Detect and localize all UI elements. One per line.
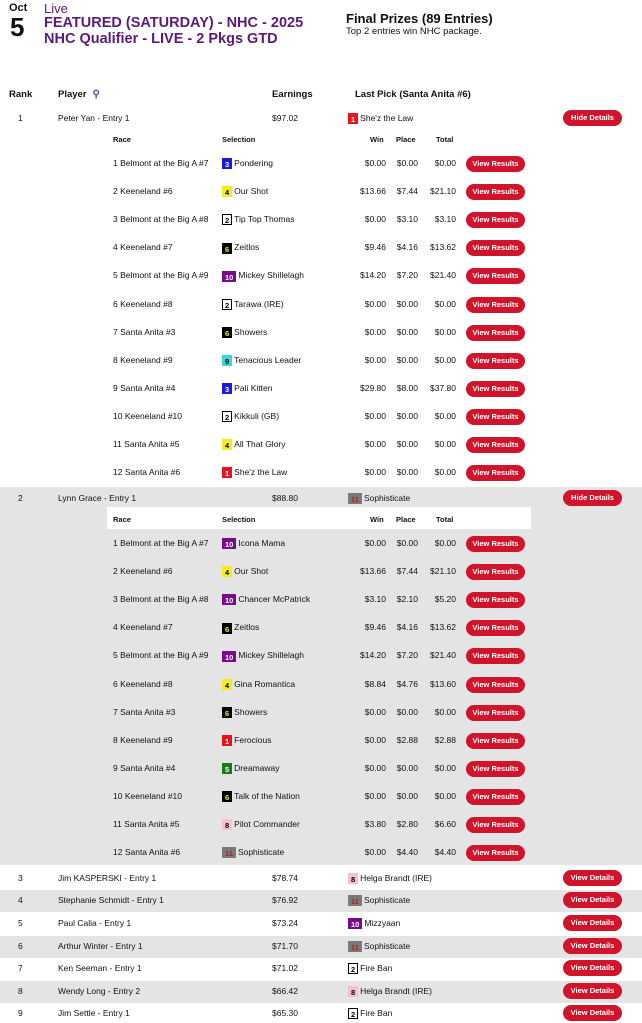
details-col-total: Total — [436, 515, 454, 524]
player-name[interactable]: Jim KASPERSKI - Entry 1 — [58, 873, 157, 883]
detail-win: $0.00 — [364, 158, 386, 168]
saddlecloth-icon: 10 — [222, 594, 236, 605]
detail-place: $4.40 — [396, 847, 418, 858]
last-pick — [348, 963, 392, 974]
view-results-button[interactable]: View Results — [466, 240, 525, 256]
detail-total: $6.60 — [434, 819, 456, 829]
view-results-button[interactable]: View Results — [466, 353, 525, 369]
contest-title: FEATURED (SATURDAY) - NHC - 2025 NHC Qualifier - LIVE - 2 Pkgs GTD — [44, 15, 304, 47]
hide-details-button[interactable]: Hide Details — [563, 490, 622, 506]
saddlecloth-icon: 3 — [222, 383, 232, 394]
view-results-button[interactable]: View Results — [466, 817, 525, 833]
saddlecloth-icon: 9 — [222, 355, 232, 366]
view-results-button[interactable]: View Results — [466, 845, 525, 861]
player-earnings: $65.30 — [272, 1008, 298, 1018]
details-col-place: Place — [396, 135, 416, 144]
detail-selection — [222, 467, 287, 478]
detail-selection — [222, 847, 284, 858]
saddlecloth-icon: 4 — [222, 439, 232, 450]
detail-total: $21.40 — [430, 270, 456, 281]
col-last-pick: Last Pick (Santa Anita #6) — [355, 89, 471, 100]
header — [0, 0, 642, 70]
prizes-title: Final Prizes (89 Entries) — [346, 11, 493, 26]
last-pick-name: She'z the Law — [360, 113, 414, 123]
detail-race: 8 Keeneland #9 — [113, 734, 173, 745]
view-details-button[interactable]: View Details — [563, 1005, 622, 1021]
detail-horse: Pali Kitten — [234, 382, 273, 393]
last-pick-name: Fire Ban — [360, 1008, 393, 1018]
view-results-button[interactable]: View Results — [466, 437, 525, 453]
detail-horse: Showers — [234, 706, 268, 717]
detail-win: $3.10 — [364, 594, 386, 605]
view-results-button[interactable]: View Results — [466, 184, 525, 200]
detail-win: $0.00 — [364, 847, 386, 858]
detail-horse: Kikkuli (GB) — [234, 410, 280, 421]
detail-total: $3.10 — [434, 214, 456, 225]
detail-selection — [222, 242, 259, 253]
detail-horse: Ferocious — [234, 734, 272, 745]
player-earnings: $76.92 — [272, 895, 298, 905]
detail-place: $0.00 — [396, 298, 418, 309]
detail-selection — [222, 791, 300, 802]
last-pick-name: Fire Ban — [360, 963, 393, 973]
detail-win: $0.00 — [364, 439, 386, 449]
last-pick — [348, 493, 410, 504]
saddlecloth-icon: 11 — [222, 847, 236, 858]
detail-win: $14.20 — [360, 650, 386, 661]
detail-selection — [222, 355, 301, 366]
player-earnings: $97.02 — [272, 113, 298, 123]
player-rank: 3 — [18, 873, 23, 883]
details-col-race: Race — [113, 135, 131, 144]
detail-selection — [222, 411, 279, 422]
detail-place: $3.10 — [396, 214, 418, 225]
detail-place: $0.00 — [396, 410, 418, 421]
detail-selection — [222, 650, 304, 661]
detail-race: 10 Keeneland #10 — [113, 790, 183, 801]
last-pick-name: Helga Brandt (IRE) — [360, 986, 432, 996]
detail-race: 11 Santa Anita #5 — [113, 819, 180, 829]
saddlecloth-icon: 8 — [222, 819, 232, 830]
detail-horse: Zeitlos — [234, 622, 260, 633]
detail-total: $0.00 — [434, 706, 456, 717]
view-details-button[interactable]: View Details — [563, 960, 622, 976]
detail-place: $4.76 — [396, 678, 418, 689]
date-month: Oct — [9, 2, 28, 14]
last-pick-name: Sophisticate — [363, 493, 411, 503]
detail-selection — [222, 679, 295, 690]
detail-horse: Talk of the Nation — [234, 790, 300, 801]
detail-win: $13.66 — [360, 566, 386, 577]
detail-place: $0.00 — [396, 326, 418, 337]
detail-win: $13.66 — [360, 186, 386, 197]
detail-race: 1 Belmont at the Big A #7 — [113, 538, 209, 548]
detail-race: 2 Keeneland #6 — [113, 566, 173, 577]
detail-place: $2.80 — [396, 819, 418, 829]
saddlecloth-icon: 4 — [222, 679, 232, 690]
detail-race: 8 Keeneland #9 — [113, 354, 173, 365]
detail-total: $13.62 — [430, 242, 456, 253]
last-pick-name: Sophisticate — [363, 941, 411, 951]
detail-win: $0.00 — [364, 354, 386, 365]
detail-horse: She'z the Law — [234, 467, 288, 478]
details-col-total: Total — [436, 135, 454, 144]
detail-race: 4 Keeneland #7 — [113, 242, 173, 253]
detail-race: 6 Keeneland #8 — [113, 678, 173, 689]
detail-win: $8.84 — [364, 678, 386, 689]
view-results-button[interactable]: View Results — [466, 536, 525, 552]
detail-total: $21.10 — [430, 566, 456, 577]
detail-win: $14.20 — [360, 270, 386, 281]
detail-win: $0.00 — [364, 410, 386, 421]
player-name[interactable]: Stephanie Schmidt - Entry 1 — [58, 895, 164, 905]
detail-win: $3.80 — [364, 819, 386, 829]
details-col-place: Place — [396, 515, 416, 524]
saddlecloth-icon: 1 — [222, 467, 232, 478]
view-results-button[interactable]: View Results — [466, 268, 525, 284]
detail-horse: Icona Mama — [238, 538, 286, 548]
view-results-button[interactable]: View Results — [466, 564, 525, 580]
details-col-win: Win — [370, 515, 384, 524]
view-results-button[interactable]: View Results — [466, 761, 525, 777]
player-rank: 5 — [18, 918, 23, 928]
detail-race: 10 Keeneland #10 — [113, 410, 183, 421]
player-2-subheader-bg — [107, 507, 531, 529]
view-results-button[interactable]: View Results — [466, 789, 525, 805]
detail-total: $0.00 — [434, 467, 456, 478]
detail-selection — [222, 299, 284, 310]
detail-total: $21.40 — [430, 650, 456, 661]
detail-race: 5 Belmont at the Big A #9 — [113, 270, 209, 281]
col-earnings: Earnings — [272, 89, 313, 100]
detail-win: $0.00 — [364, 538, 386, 548]
player-name[interactable]: Jim Settle - Entry 1 — [58, 1008, 130, 1018]
detail-total: $2.88 — [434, 734, 456, 745]
detail-selection — [222, 707, 267, 718]
saddlecloth-icon: 2 — [222, 299, 232, 310]
detail-place: $7.44 — [396, 566, 418, 577]
view-results-button[interactable]: View Results — [466, 212, 525, 228]
last-pick-name: Helga Brandt (IRE) — [360, 873, 432, 883]
saddlecloth-icon: 11 — [348, 493, 362, 504]
detail-horse: All That Glory — [234, 439, 286, 449]
last-pick-name: Sophisticate — [363, 895, 411, 905]
saddlecloth-icon: 8 — [348, 873, 358, 884]
detail-race: 7 Santa Anita #3 — [113, 706, 176, 717]
view-details-button[interactable]: View Details — [563, 983, 622, 999]
detail-race: 5 Belmont at the Big A #9 — [113, 650, 209, 661]
saddlecloth-icon: 3 — [222, 158, 232, 169]
detail-total: $0.00 — [434, 298, 456, 309]
player-rank: 8 — [18, 986, 23, 996]
detail-total: $4.40 — [434, 847, 456, 858]
player-rank: 2 — [18, 493, 23, 503]
last-pick — [348, 895, 410, 906]
detail-total: $0.00 — [434, 762, 456, 773]
view-results-button[interactable]: View Results — [466, 465, 525, 481]
detail-horse: Tarawa (IRE) — [234, 298, 284, 309]
detail-win: $0.00 — [364, 298, 386, 309]
detail-total: $0.00 — [434, 439, 456, 449]
detail-horse: Dreamaway — [234, 762, 280, 773]
detail-total: $0.00 — [434, 354, 456, 365]
detail-place: $4.16 — [396, 242, 418, 253]
detail-place: $0.00 — [396, 467, 418, 478]
detail-race: 7 Santa Anita #3 — [113, 326, 176, 337]
detail-win: $29.80 — [360, 382, 386, 393]
detail-race: 9 Santa Anita #4 — [113, 762, 176, 773]
detail-selection — [222, 439, 286, 450]
detail-selection — [222, 819, 300, 830]
player-earnings: $88.80 — [272, 493, 298, 503]
detail-win: $0.00 — [364, 214, 386, 225]
player-name[interactable]: Wendy Long - Entry 2 — [58, 986, 141, 996]
saddlecloth-icon: 2 — [348, 963, 358, 974]
player-rank: 1 — [18, 113, 23, 123]
saddlecloth-icon: 11 — [348, 895, 362, 906]
detail-place: $0.00 — [396, 538, 418, 548]
prizes-subtitle: Top 2 entries win NHC package. — [346, 26, 482, 37]
view-details-button[interactable]: View Details — [563, 892, 622, 908]
detail-horse: Our Shot — [234, 186, 269, 197]
detail-total: $21.10 — [430, 186, 456, 197]
last-pick-name: Mizzyaan — [364, 918, 401, 928]
saddlecloth-icon: 2 — [222, 411, 232, 422]
detail-win: $0.00 — [364, 467, 386, 478]
hide-details-button[interactable]: Hide Details — [563, 110, 622, 126]
saddlecloth-icon: 6 — [222, 791, 232, 802]
detail-race: 11 Santa Anita #5 — [113, 439, 180, 449]
detail-place: $0.00 — [396, 790, 418, 801]
detail-selection — [222, 763, 280, 774]
detail-race: 3 Belmont at the Big A #8 — [113, 214, 209, 225]
player-earnings: $78.74 — [272, 873, 298, 883]
saddlecloth-icon: 2 — [348, 1008, 358, 1019]
detail-place: $2.10 — [396, 594, 418, 605]
saddlecloth-icon: 8 — [348, 986, 358, 997]
detail-selection — [222, 383, 272, 394]
view-details-button[interactable]: View Details — [563, 938, 622, 954]
last-pick — [348, 986, 432, 997]
player-earnings: $71.02 — [272, 963, 298, 973]
view-details-button[interactable]: View Details — [563, 870, 622, 886]
search-icon[interactable]: ⚲ — [92, 89, 100, 100]
detail-horse: Chancer McPatrick — [238, 594, 311, 605]
detail-race: 3 Belmont at the Big A #8 — [113, 594, 209, 605]
last-pick — [348, 873, 432, 884]
details-col-selection: Selection — [222, 515, 256, 524]
player-name[interactable]: Lynn Grace - Entry 1 — [58, 493, 137, 503]
saddlecloth-icon: 6 — [222, 243, 232, 254]
saddlecloth-icon: 11 — [348, 941, 362, 952]
detail-place: $0.00 — [396, 439, 418, 449]
player-rank: 9 — [18, 1008, 23, 1018]
detail-total: $0.00 — [434, 538, 456, 548]
detail-total: $13.60 — [430, 678, 456, 689]
detail-selection — [222, 214, 295, 225]
detail-race: 12 Santa Anita #6 — [113, 467, 181, 478]
detail-horse: Zeitlos — [234, 242, 260, 253]
saddlecloth-icon: 10 — [348, 918, 362, 929]
saddlecloth-icon: 2 — [222, 214, 232, 225]
view-results-button[interactable]: View Results — [466, 705, 525, 721]
detail-win: $9.46 — [364, 242, 386, 253]
detail-place: $7.44 — [396, 186, 418, 197]
player-name[interactable]: Peter Yan - Entry 1 — [58, 113, 130, 123]
saddlecloth-icon: 10 — [222, 271, 236, 282]
saddlecloth-icon: 4 — [222, 566, 232, 577]
detail-horse: Mickey Shillelagh — [238, 650, 305, 661]
detail-race: 9 Santa Anita #4 — [113, 382, 176, 393]
view-results-button[interactable]: View Results — [466, 325, 525, 341]
saddlecloth-icon: 4 — [222, 186, 232, 197]
detail-total: $5.20 — [434, 594, 456, 605]
saddlecloth-icon: 1 — [348, 113, 358, 124]
detail-selection — [222, 622, 259, 633]
saddlecloth-icon: 1 — [222, 735, 232, 746]
detail-race: 6 Keeneland #8 — [113, 298, 173, 309]
detail-selection — [222, 538, 285, 549]
last-pick — [348, 113, 413, 124]
detail-race: 4 Keeneland #7 — [113, 622, 173, 633]
detail-place: $2.88 — [396, 734, 418, 745]
saddlecloth-icon: 5 — [222, 763, 232, 774]
detail-win: $0.00 — [364, 326, 386, 337]
detail-horse: Sophisticate — [237, 847, 285, 858]
detail-selection — [222, 270, 304, 281]
detail-horse: Mickey Shillelagh — [238, 270, 305, 281]
detail-horse: Our Shot — [234, 566, 269, 577]
player-rank: 6 — [18, 941, 23, 951]
view-results-button[interactable]: View Results — [466, 409, 525, 425]
detail-place: $4.16 — [396, 622, 418, 633]
view-results-button[interactable]: View Results — [466, 620, 525, 636]
view-results-button[interactable]: View Results — [466, 297, 525, 313]
last-pick — [348, 1008, 392, 1019]
col-rank: Rank — [9, 89, 33, 100]
last-pick — [348, 941, 410, 952]
player-earnings: $66.42 — [272, 986, 298, 996]
detail-horse: Showers — [234, 326, 268, 337]
detail-selection — [222, 594, 310, 605]
detail-place: $0.00 — [396, 354, 418, 365]
detail-horse: Gina Romantica — [234, 678, 296, 689]
detail-selection — [222, 186, 268, 197]
detail-total: $0.00 — [434, 410, 456, 421]
view-details-button[interactable]: View Details — [563, 915, 622, 931]
detail-selection — [222, 735, 272, 746]
detail-selection — [222, 158, 273, 169]
details-col-win: Win — [370, 135, 384, 144]
detail-place: $0.00 — [396, 762, 418, 773]
detail-total: $0.00 — [434, 326, 456, 337]
detail-win: $9.46 — [364, 622, 386, 633]
view-results-button[interactable]: View Results — [466, 677, 525, 693]
view-results-button[interactable]: View Results — [466, 381, 525, 397]
detail-horse: Tenacious Leader — [234, 354, 302, 365]
view-results-button[interactable]: View Results — [466, 592, 525, 608]
col-player-label: Player — [58, 89, 87, 100]
col-player[interactable] — [58, 89, 100, 100]
player-earnings: $73.24 — [272, 918, 298, 928]
player-name[interactable]: Arthur Winter - Entry 1 — [58, 941, 143, 951]
details-col-race: Race — [113, 515, 131, 524]
detail-total: $0.00 — [434, 790, 456, 801]
view-results-button[interactable]: View Results — [466, 156, 525, 172]
detail-horse: Pilot Commander — [234, 819, 300, 829]
player-name[interactable]: Paul Calia - Entry 1 — [58, 918, 132, 928]
last-pick — [348, 918, 400, 929]
player-2-detail-bg — [0, 487, 642, 865]
detail-total: $37.80 — [430, 382, 456, 393]
player-name[interactable]: Ken Seeman - Entry 1 — [58, 963, 142, 973]
detail-win: $0.00 — [364, 762, 386, 773]
saddlecloth-icon: 10 — [222, 651, 236, 662]
detail-total: $13.62 — [430, 622, 456, 633]
player-earnings: $71.70 — [272, 941, 298, 951]
detail-place: $7.20 — [396, 270, 418, 281]
detail-race: 12 Santa Anita #6 — [113, 847, 181, 858]
date-day: 5 — [10, 12, 25, 42]
view-results-button[interactable]: View Results — [466, 733, 525, 749]
detail-place: $7.20 — [396, 650, 418, 661]
detail-win: $0.00 — [364, 790, 386, 801]
detail-place: $8.00 — [396, 382, 418, 393]
saddlecloth-icon: 6 — [222, 327, 232, 338]
detail-horse: Pondering — [234, 158, 273, 168]
saddlecloth-icon: 6 — [222, 707, 232, 718]
details-col-selection: Selection — [222, 135, 256, 144]
player-rank: 4 — [18, 895, 23, 905]
saddlecloth-icon: 10 — [222, 538, 236, 549]
detail-place: $0.00 — [396, 706, 418, 717]
status-label: Live — [44, 1, 68, 16]
saddlecloth-icon: 6 — [222, 623, 232, 634]
detail-win: $0.00 — [364, 706, 386, 717]
player-rank: 7 — [18, 963, 23, 973]
detail-selection — [222, 566, 268, 577]
detail-place: $0.00 — [396, 158, 418, 168]
detail-horse: Tip Top Thomas — [234, 214, 295, 225]
detail-total: $0.00 — [434, 158, 456, 168]
view-results-button[interactable]: View Results — [466, 648, 525, 664]
detail-race: 2 Keeneland #6 — [113, 186, 173, 197]
detail-selection — [222, 327, 267, 338]
detail-win: $0.00 — [364, 734, 386, 745]
detail-race: 1 Belmont at the Big A #7 — [113, 158, 209, 168]
